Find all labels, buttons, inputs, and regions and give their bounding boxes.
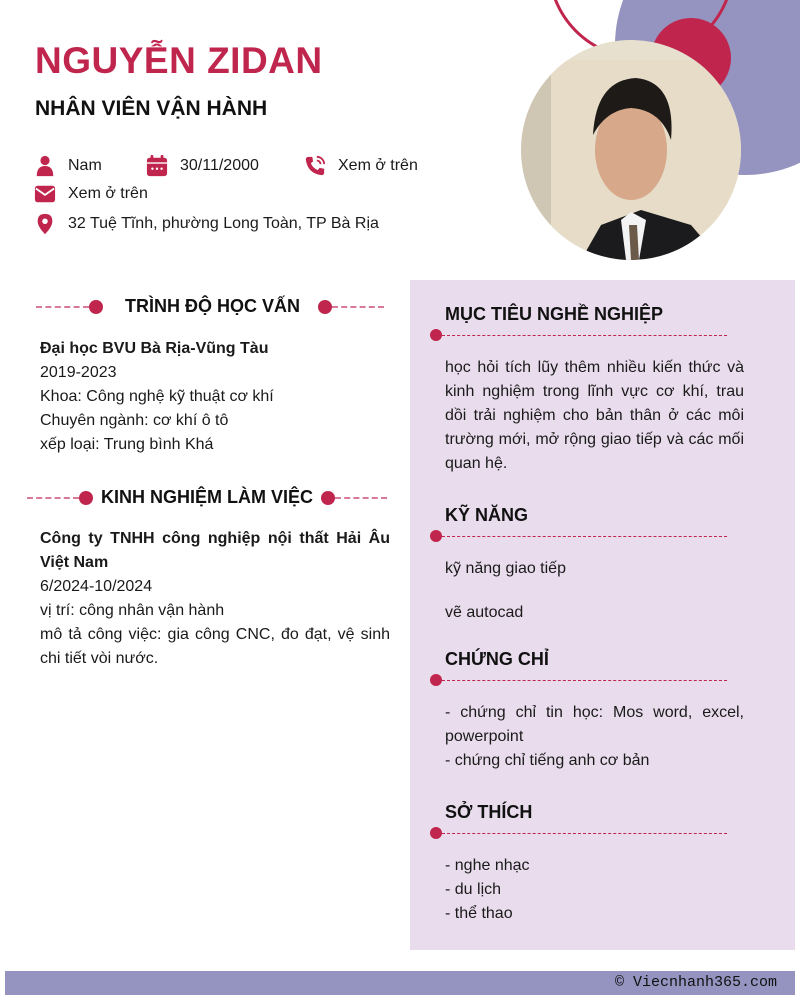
divider [430, 674, 727, 686]
experience-section [40, 527, 390, 671]
phone-icon [304, 155, 326, 177]
dashed-line [442, 536, 727, 537]
skill-item: vẽ autocad [445, 604, 524, 621]
hobby-item: - du lịch [445, 881, 502, 898]
objective-text: học hỏi tích lũy thêm nhiều kiến thức và kinh nghiệm trong lĩnh vực cơ khí, trau dồi trải nghiệm cho bản thân ở các môi trường mới, mở rộng giao tiếp và các mối quan hệ. [445, 359, 744, 472]
objective-heading: MỤC TIÊU NGHỀ NGHIỆP [445, 304, 664, 324]
divider [335, 497, 387, 499]
job-title: NHÂN VIÊN VẬN HÀNH [35, 97, 268, 120]
dot [430, 674, 442, 686]
dot [430, 827, 442, 839]
dot [318, 300, 332, 314]
divider [430, 827, 727, 839]
profile-photo [521, 40, 741, 260]
dot [79, 491, 93, 505]
gender-info [34, 155, 102, 177]
dot [430, 329, 442, 341]
experience-period: 6/2024-10/2024 [40, 578, 153, 595]
dashed-line [442, 833, 727, 834]
location-pin-icon [34, 213, 56, 235]
company-name: Công ty TNHH công nghiệp nội thất Hải Âu Việt Nam [40, 530, 390, 571]
divider [430, 530, 727, 542]
birthday-info [146, 155, 259, 177]
experience-heading [27, 487, 387, 508]
education-years: 2019-2023 [40, 364, 117, 381]
divider [430, 329, 727, 341]
phone-info [304, 155, 418, 177]
skill-item: kỹ năng giao tiếp [445, 560, 566, 577]
hobbies-heading: SỞ THÍCH [445, 802, 533, 822]
phone-value: Xem ở trên [338, 157, 418, 174]
envelope-icon [34, 183, 56, 205]
certificates-list [445, 701, 744, 773]
certificate-item: - chứng chỉ tiếng anh cơ bản [445, 752, 650, 769]
experience-heading-text: KINH NGHIỆM LÀM VIỆC [101, 487, 314, 507]
dot [321, 491, 335, 505]
footer-watermark: © Viecnhanh365.com [614, 974, 777, 991]
hobby-item: - thể thao [445, 905, 513, 922]
address-info [34, 213, 379, 235]
education-heading-text: TRÌNH ĐỘ HỌC VẤN [125, 296, 300, 316]
dot [89, 300, 103, 314]
candidate-name: NGUYỄN ZIDAN [35, 40, 323, 81]
dashed-line [442, 335, 727, 336]
email-value: Xem ở trên [68, 185, 148, 202]
skills-heading: KỸ NĂNG [445, 505, 529, 525]
education-heading [36, 296, 384, 317]
education-faculty: Khoa: Công nghệ kỹ thuật cơ khí [40, 388, 274, 405]
experience-description: mô tả công việc: gia công CNC, đo đạt, vệ sinh chi tiết vòi nước. [40, 626, 390, 667]
school-name: Đại học BVU Bà Rịa-Vũng Tàu [40, 340, 269, 357]
address-value: 32 Tuệ Tĩnh, phường Long Toàn, TP Bà Rịa [68, 215, 379, 232]
email-info [34, 183, 148, 205]
dashed-line [442, 680, 727, 681]
user-icon [34, 155, 56, 177]
education-major: Chuyên ngành: cơ khí ô tô [40, 412, 229, 429]
experience-position: vị trí: công nhân vận hành [40, 602, 225, 619]
birthday-value: 30/11/2000 [180, 157, 259, 174]
dot [430, 530, 442, 542]
gender-value: Nam [68, 157, 102, 174]
education-section [40, 337, 390, 457]
divider [27, 497, 79, 499]
certificates-heading: CHỨNG CHỈ [445, 649, 549, 669]
footer-bar [5, 971, 795, 995]
education-rank: xếp loại: Trung bình Khá [40, 436, 214, 453]
certificate-item: - chứng chỉ tin học: Mos word, excel, powerpoint [445, 704, 744, 745]
hobby-item: - nghe nhạc [445, 857, 530, 874]
hobbies-list [445, 854, 744, 926]
divider [36, 306, 89, 308]
calendar-icon [146, 155, 168, 177]
divider [332, 306, 384, 308]
